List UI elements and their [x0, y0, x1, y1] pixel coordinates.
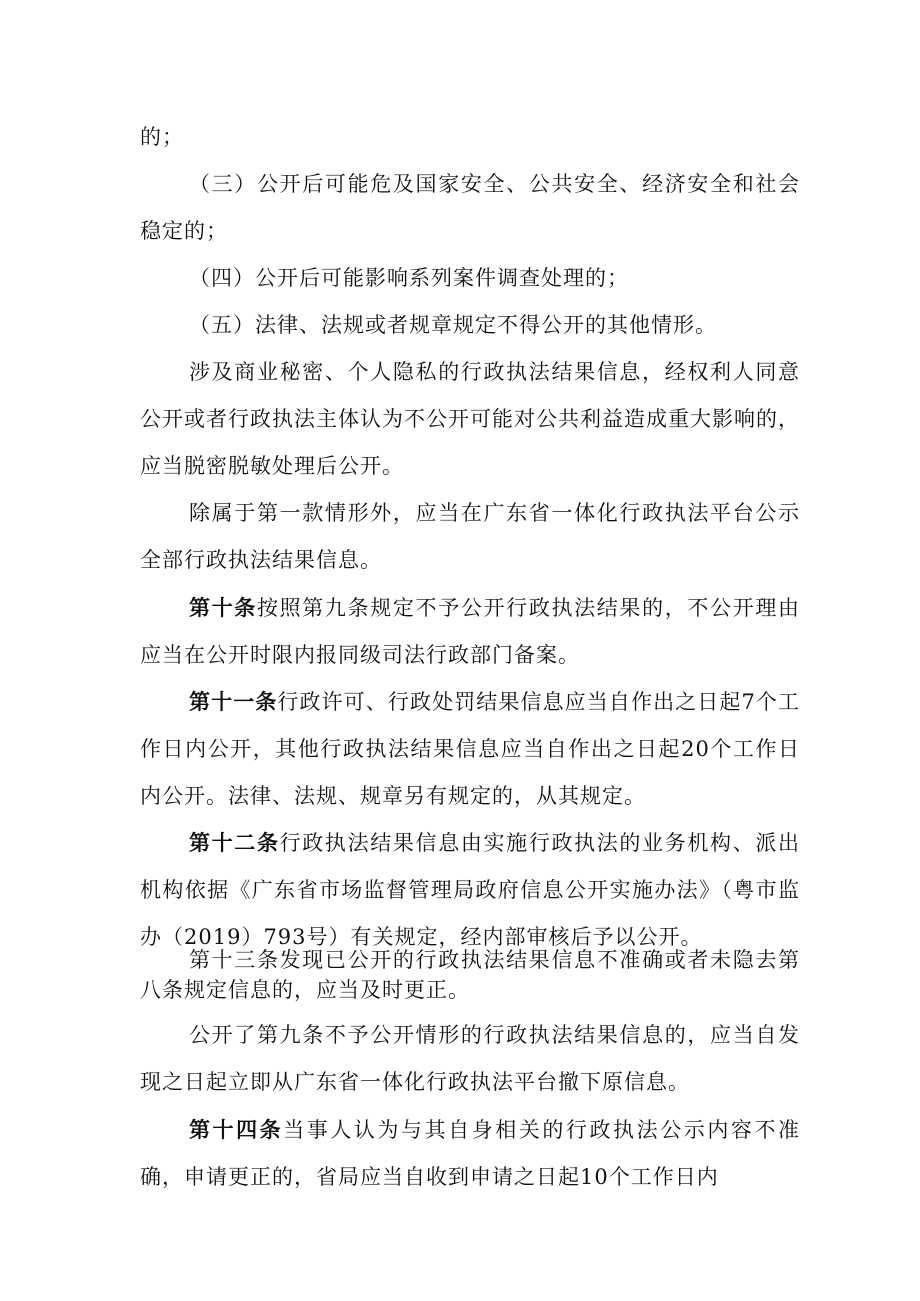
article-text: 当事人认为与其自身相关的行政执法公示内容不准确，申请更正的，省局应当自收到申请之日起10个工作日内 [140, 1118, 801, 1189]
article-10 [140, 584, 800, 679]
article-text: 第十三条发现已公开的行政执法结果信息不准确或者未隐去第八条规定信息的，应当及时更正。 [140, 948, 800, 1002]
paragraph-continuation [140, 114, 800, 161]
list-item-3 [140, 161, 800, 255]
paragraph-platform [140, 490, 800, 584]
article-11 [140, 678, 800, 820]
list-item-5 [140, 302, 800, 349]
paragraph-withdraw [140, 1012, 800, 1106]
paragraph-privacy [140, 349, 800, 490]
article-text: 行政执法结果信息由实施行政执法的业务机构、派出机构依据《广东省市场监督管理局政府信息公开实施办法》（粤市监办（2019）793号）有关规定，经内部审核后予以公开。 [140, 831, 801, 949]
article-text: 行政许可、行政处罚结果信息应当自作出之日起7个工作日内公开，其他行政执法结果信息应当自作出之日起20个工作日内公开。法律、法规、规章另有规定的，从其规定。 [140, 690, 801, 808]
article-title: 第十二条 [189, 830, 280, 855]
article-title: 第十条 [189, 595, 257, 620]
article-title: 第十一条 [189, 689, 278, 714]
article-14 [140, 1106, 800, 1201]
article-12 [140, 819, 800, 961]
paragraph-text: 公开了第九条不予公开情形的行政执法结果信息的，应当自发现之日起立即从广东省一体化行政执法平台撤下原信息。 [140, 1023, 800, 1094]
paragraph-text: 除属于第一款情形外，应当在广东省一体化行政执法平台公示全部行政执法结果信息。 [140, 501, 800, 572]
paragraph-text: （五）法律、法规或者规章规定不得公开的其他情形。 [189, 313, 717, 337]
paragraph-text: （三）公开后可能危及国家安全、公共安全、经济安全和社会稳定的； [140, 172, 800, 243]
paragraph-text: 涉及商业秘密、个人隐私的行政执法结果信息，经权利人同意公开或者行政执法主体认为不公开可能对公共利益造成重大影响的，应当脱密脱敏处理后公开。 [140, 360, 800, 478]
paragraph-text: 的； [140, 125, 184, 149]
paragraph-text: （四）公开后可能影响系列案件调查处理的； [189, 266, 629, 290]
article-text: 按照第九条规定不予公开行政执法结果的，不公开理由应当在公开时限内报同级司法行政部门备案。 [140, 596, 801, 667]
article-title: 第十四条 [189, 1117, 284, 1142]
article-13 [140, 945, 800, 1005]
list-item-4 [140, 255, 800, 302]
